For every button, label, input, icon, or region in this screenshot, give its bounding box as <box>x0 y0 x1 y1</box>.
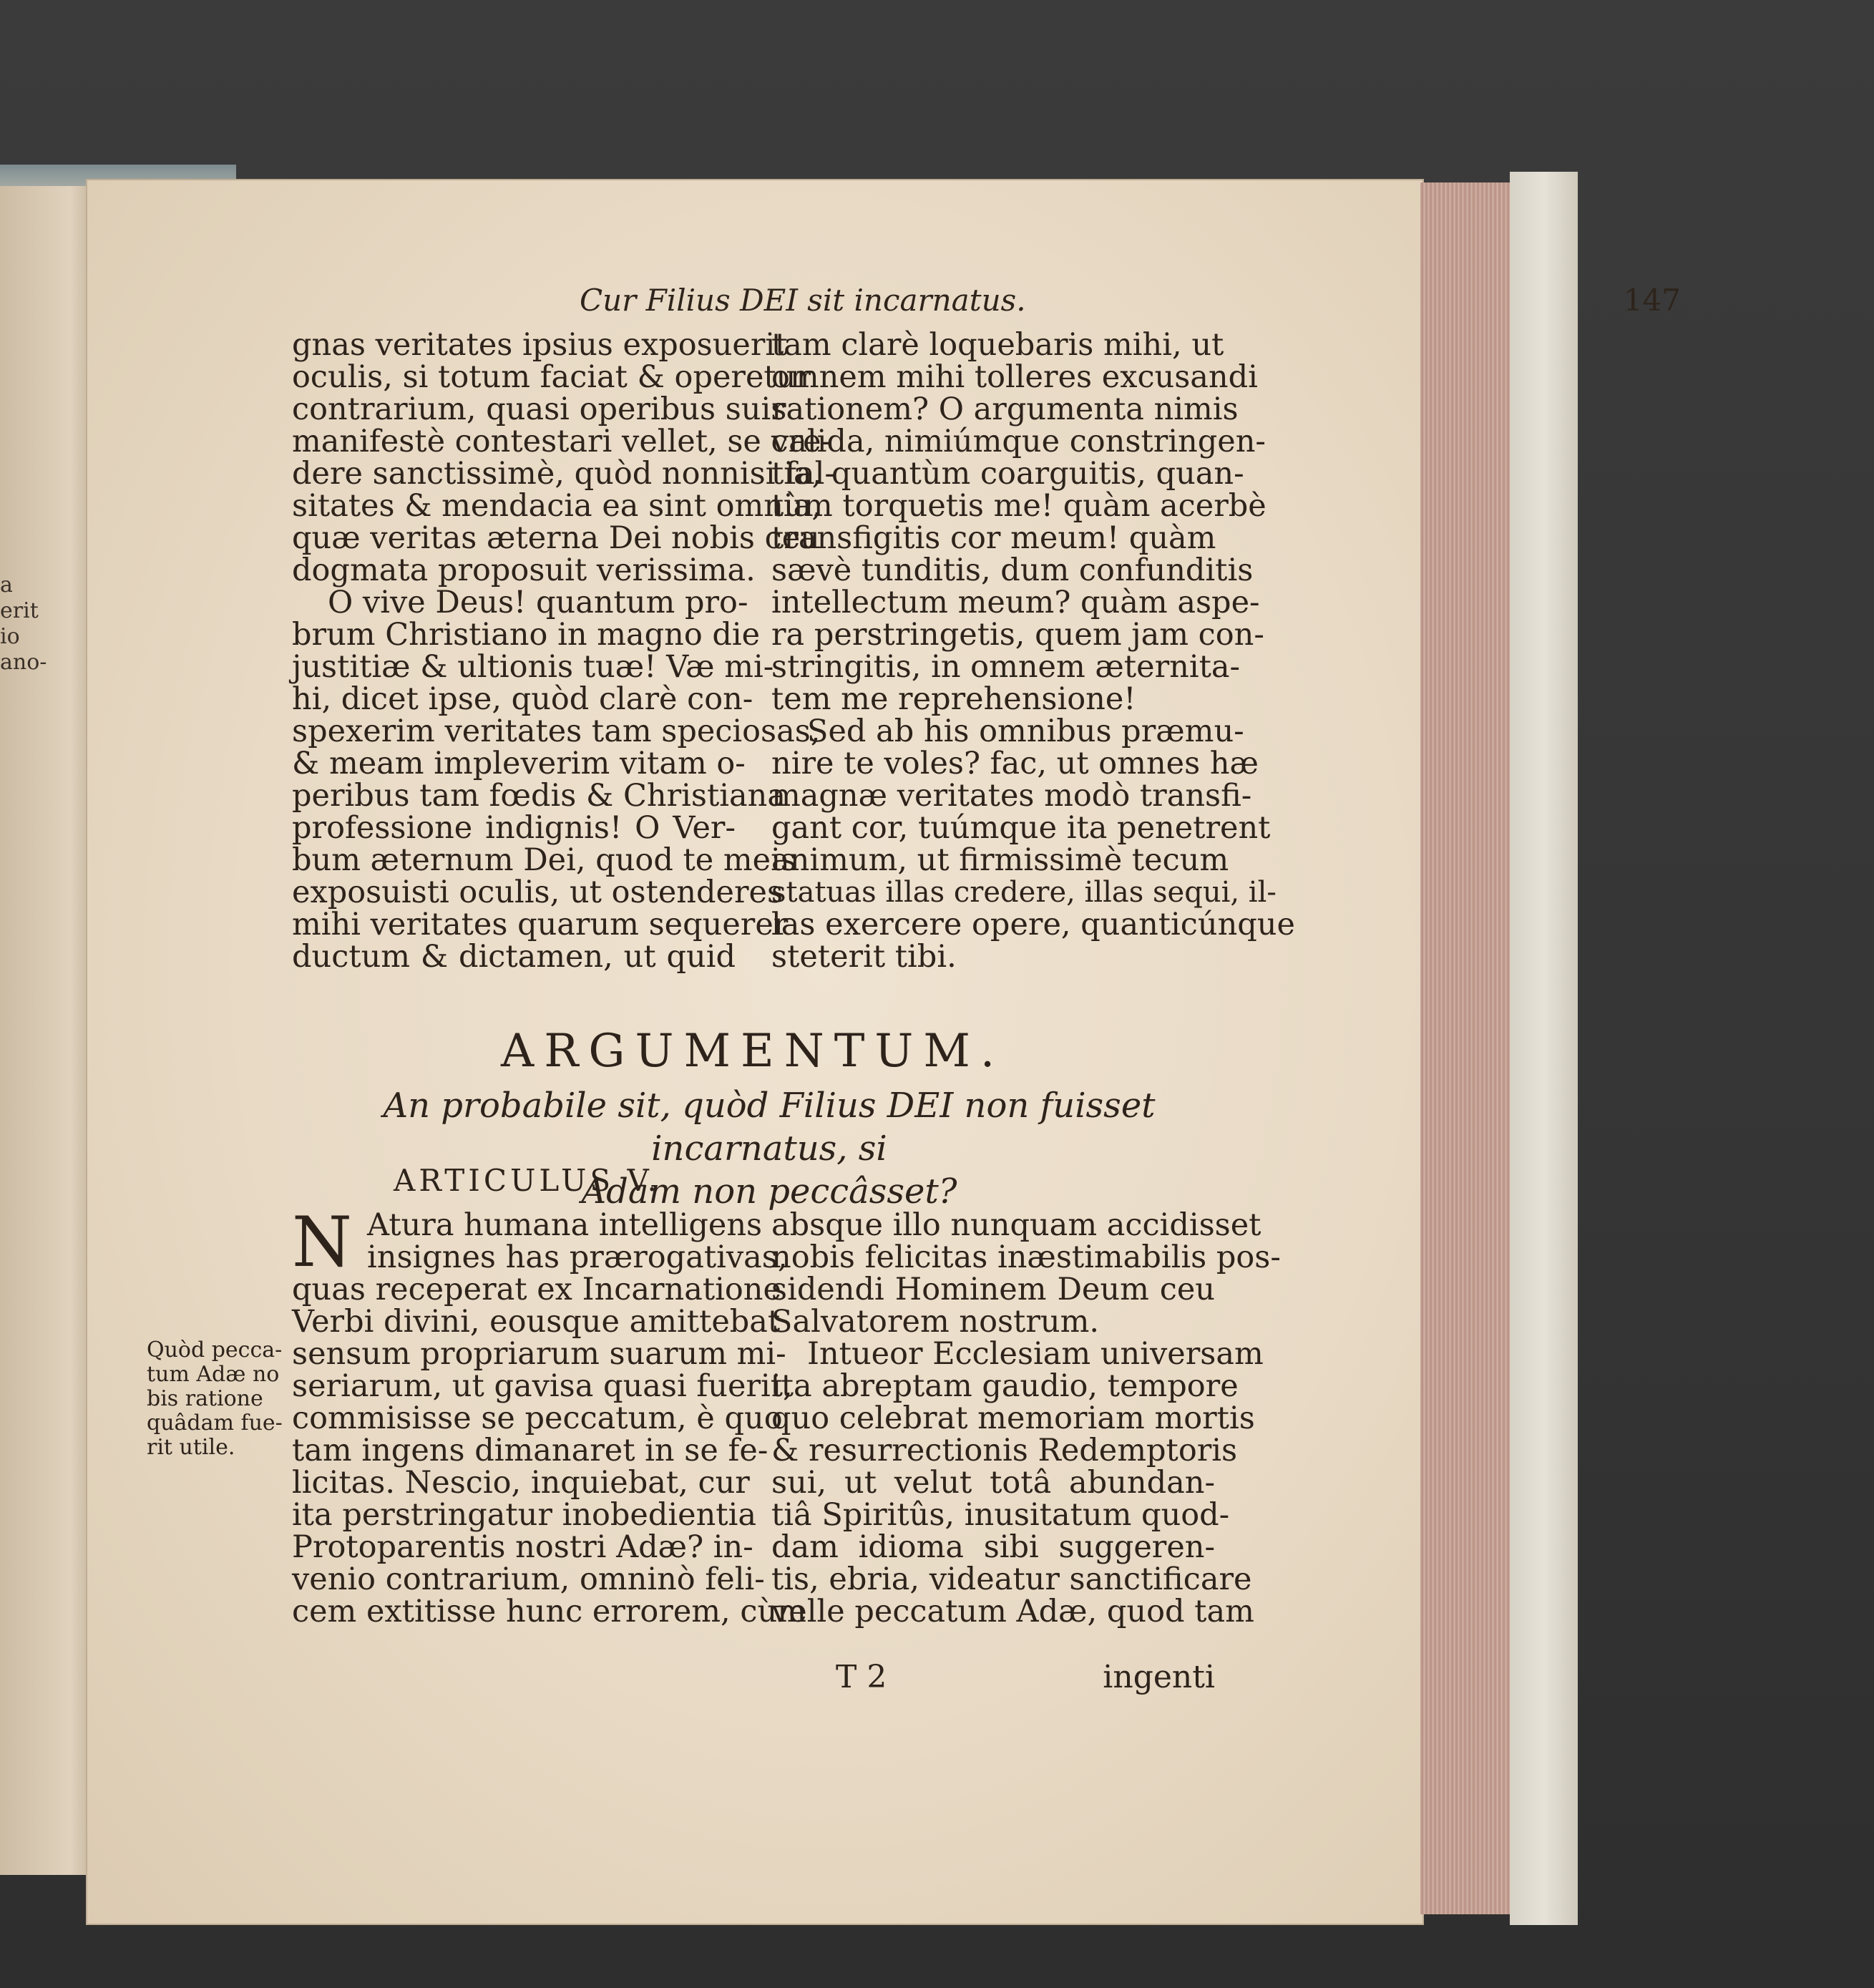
text-line: gnas veritates ipsius exposuerit <box>292 327 788 363</box>
drop-cap: N <box>292 1202 352 1282</box>
text-line: peribus tam fœdis & Christiana <box>292 778 786 814</box>
marginal-note <box>147 1338 290 1460</box>
text-line: exposuisti oculis, ut ostenderes <box>292 874 784 910</box>
argument-question-line: An probabile sit, quòd Filius DEI non fuisset incarnatus, si <box>383 1086 1156 1169</box>
text-line: steterit tibi. <box>771 939 957 975</box>
text-line: Sed ab his omnibus præmu- <box>807 713 1244 749</box>
left-margin-line: a erit <box>0 572 39 623</box>
text-line: tiâ Spiritûs, inusitatum quod- <box>771 1497 1230 1533</box>
text-line: transfigitis cor meum! quàm <box>771 520 1216 556</box>
text-line: O vive Deus! quantum pro- <box>328 585 748 620</box>
text-line: sui, ut velut totâ abundan- <box>771 1465 1215 1501</box>
text-line: ra perstringetis, quem jam con- <box>771 617 1264 653</box>
text-line: oculis, si totum faciat & operetur <box>292 359 811 395</box>
text-line: stringitis, in omnem æternita- <box>771 649 1241 685</box>
text-line: quæ veritas æterna Dei nobis ceu <box>292 520 820 556</box>
marginal-note-line: bis ratione <box>147 1386 263 1411</box>
text-line: Intueor Ecclesiam universam <box>807 1336 1264 1372</box>
left-page-margin-text <box>0 572 50 676</box>
text-line: sidendi Hominem Deum ceu <box>771 1272 1215 1307</box>
marginal-note-line: rit utile. <box>147 1435 235 1460</box>
text-line: las exercere opere, quanticúnque <box>771 907 1295 942</box>
text-line: licitas. Nescio, inquiebat, cur <box>292 1465 750 1501</box>
left-margin-line: io <box>0 624 20 649</box>
text-line: cem extitisse hunc errorem, cùm <box>292 1594 806 1629</box>
bottom-left-column <box>292 1202 806 1629</box>
text-line: magnæ veritates modò transfi- <box>771 778 1252 814</box>
text-line: contrarium, quasi operibus suis <box>292 391 787 427</box>
marginal-note-line: quâdam fue- <box>147 1410 283 1436</box>
text-line: commisisse se peccatum, è quo <box>292 1400 783 1436</box>
text-line: bum æternum Dei, quod te meis <box>292 842 796 878</box>
text-line: ductum & dictamen, ut quid <box>292 939 736 975</box>
text-line: quas receperat ex Incarnatione <box>292 1272 781 1307</box>
argument-question-line: Adam non peccâsset? <box>581 1171 957 1212</box>
page-header <box>580 283 1681 326</box>
text-line: statuas illas credere, illas sequi, il- <box>771 876 1277 909</box>
text-line: tùm torquetis me! quàm acerbè <box>771 488 1267 524</box>
text-line: velle peccatum Adæ, quod tam <box>771 1594 1254 1629</box>
left-margin-line: ano- <box>0 650 47 675</box>
text-line: seriarum, ut gavisa quasi fuerit, <box>292 1368 793 1404</box>
text-line: valida, nimiúmque constringen- <box>771 424 1266 459</box>
text-line: & resurrectionis Redemptoris <box>771 1433 1238 1468</box>
text-line: Atura humana intelligens <box>367 1207 763 1243</box>
text-line: intellectum meum? quàm aspe- <box>771 585 1260 620</box>
text-line: dogmata proposuit verissima. <box>292 552 756 588</box>
left-page-edge <box>0 186 100 1875</box>
text-line: Salvatorem nostrum. <box>771 1304 1100 1340</box>
text-line: nire te voles? fac, ut omnes hæ <box>771 746 1259 781</box>
catchword: ingenti <box>1103 1659 1215 1695</box>
text-line: brum Christiano in magno die <box>292 617 761 653</box>
bottom-right-column <box>771 1207 1281 1629</box>
text-line: ita perstringatur inobedientia <box>292 1497 756 1533</box>
text-line: ita abreptam gaudio, tempore <box>771 1368 1239 1404</box>
running-title: Cur Filius DEI sit incarnatus. <box>580 283 1026 318</box>
text-line: omnem mihi tolleres excusandi <box>771 359 1258 395</box>
text-line: dam idioma sibi suggeren- <box>771 1529 1215 1565</box>
book-cover-edge <box>1510 172 1578 1925</box>
top-right-column <box>771 327 1295 975</box>
text-line: nobis felicitas inæstimabilis pos- <box>771 1239 1281 1275</box>
argument-title: ARGUMENTUM. <box>501 1025 1005 1078</box>
text-line: rationem? O argumenta nimis <box>771 391 1239 427</box>
page-block-edge <box>1420 182 1513 1914</box>
marginal-note-line: tum Adæ no <box>147 1362 280 1387</box>
text-line: hi, dicet ipse, quòd clarè con- <box>292 681 753 717</box>
text-line: quo celebrat memoriam mortis <box>771 1400 1255 1436</box>
text-line: dere sanctissimè, quòd nonnisi fal- <box>292 456 835 492</box>
page-footer <box>771 1659 1215 1695</box>
article-heading: ARTICULUS V. <box>394 1163 660 1198</box>
marginal-note-line: Quòd pecca- <box>147 1337 283 1363</box>
text-line: justitiæ & ultionis tuæ! Væ mi- <box>292 649 774 685</box>
text-line: & meam impleverim vitam o- <box>292 746 746 781</box>
text-line: spexerim veritates tam speciosas, <box>292 713 821 749</box>
text-line: absque illo nunquam accidisset <box>771 1207 1261 1243</box>
text-line: mihi veritates quarum sequerer <box>292 907 789 942</box>
text-line: tam ingens dimanaret in se fe- <box>292 1433 768 1468</box>
text-line: sævè tunditis, dum confunditis <box>771 552 1254 588</box>
text-line: professione indignis! O Ver- <box>292 810 736 846</box>
signature-mark: T 2 <box>836 1659 887 1695</box>
text-line: tem me reprehensione! <box>771 681 1136 717</box>
text-line: gant cor, tuúmque ita penetrent <box>771 810 1271 846</box>
text-line: tam clarè loquebaris mihi, ut <box>771 327 1224 363</box>
text-line: tis, ebria, videatur sanctificare <box>771 1561 1252 1597</box>
text-line: insignes has prærogativas, <box>367 1239 788 1275</box>
text-line: tia, quantùm coarguitis, quan- <box>771 456 1244 492</box>
page-number: 147 <box>1623 283 1681 318</box>
text-line: venio contrarium, omninò feli- <box>292 1561 765 1597</box>
text-line: sensum propriarum suarum mi- <box>292 1336 786 1372</box>
text-line: sitates & mendacia ea sint omnia, <box>292 488 821 524</box>
text-line: manifestè contestari vellet, se cre- <box>292 424 832 459</box>
text-line: animum, ut firmissimè tecum <box>771 842 1229 878</box>
top-left-column <box>292 327 835 975</box>
text-line: Verbi divini, eousque amittebat <box>292 1304 781 1340</box>
text-line: Protoparentis nostri Adæ? in- <box>292 1529 753 1565</box>
